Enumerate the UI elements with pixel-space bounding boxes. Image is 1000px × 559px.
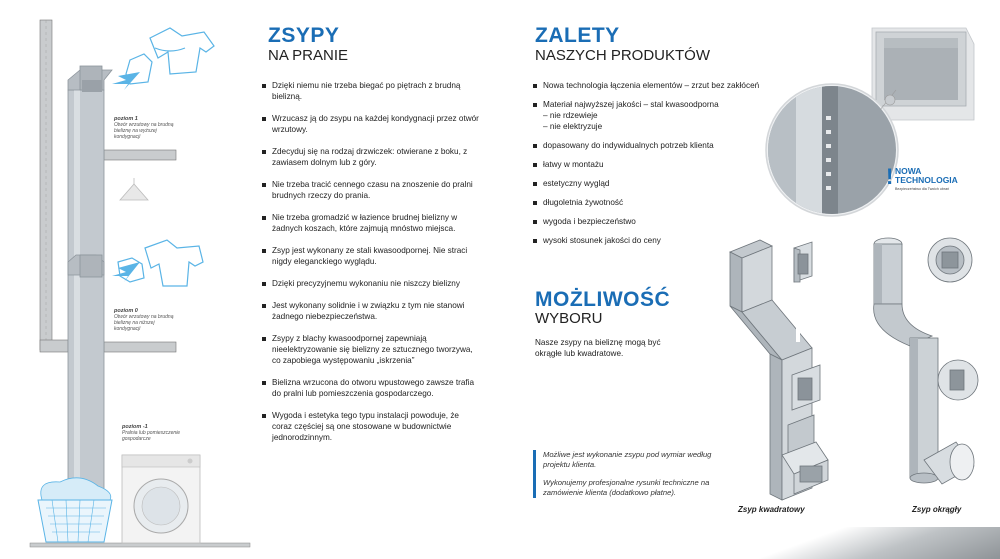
badge-line1: NOWA xyxy=(895,166,922,176)
level-1-name: poziom 1 xyxy=(114,116,138,122)
advantages-list xyxy=(533,80,773,246)
chute-pipe xyxy=(68,90,104,540)
floor-lower xyxy=(104,342,176,352)
level-minus1-label xyxy=(122,424,192,442)
square-chute-caption: Zsyp kwadratowy xyxy=(738,505,805,514)
list-item: Dzięki niemu nie trzeba biegać po piętrach z brudną bielizną. xyxy=(262,80,480,102)
choice-subtitle: WYBORU xyxy=(535,310,603,327)
list-item: długoletnia żywotność xyxy=(533,197,773,208)
list-item: Wrzucasz ją do zsypu na każdej kondygnacji przez otwór wrzutowy. xyxy=(262,113,480,135)
list-item: Dzięki precyzyjnemu wykonaniu nie niszczy bielizny xyxy=(262,278,480,289)
badge-line2: TECHNOLOGIA xyxy=(895,175,958,185)
level-1-desc: Otwór wrzutowy na brudną bieliznę na wyższej kondygnacji xyxy=(114,122,174,140)
list-item: Zdecyduj się na rodzaj drzwiczek: otwierane z boku, z zawiasem dolnym lub z góry. xyxy=(262,146,480,168)
throw-arrow-icon xyxy=(112,72,140,282)
list-item: wysoki stosunek jakości do ceny xyxy=(533,235,773,246)
badge-line3: Bezpieczeństwo dla Twoich ubrań xyxy=(895,187,950,191)
list-item: Nie trzeba gromadzić w łazience brudnej bielizny w żadnych koszach, które zajmują mnóstwo miejsca. xyxy=(262,212,480,234)
list-item: Materiał najwyższej jakości – stal kwasoodporna xyxy=(533,99,773,110)
level-minus1-name: poziom -1 xyxy=(122,424,148,430)
square-chute-drawing xyxy=(712,230,832,510)
list-item: Zsypy z blachy kwasoodpornej zapewniają nieelektryzowanie się bielizny ze sztucznego tworzywa, co zapobiega występowaniu „iskrzenia” xyxy=(262,333,480,366)
advantages-subtitle: NASZYCH PRODUKTÓW xyxy=(535,47,711,64)
note-2: Wykonujemy profesjonalne rysunki techniczne na zamówienie klienta (dodatkowo płatne). xyxy=(543,478,710,497)
ground-floor xyxy=(30,543,250,547)
list-item: wygoda i bezpieczeństwo xyxy=(533,216,773,227)
list-item: Nie trzeba tracić cennego czasu na znoszenie do pralni brudnych rzeczy do prania. xyxy=(262,179,480,201)
bottom-decoration xyxy=(740,527,1000,559)
chutes-list xyxy=(262,80,480,443)
level-minus1-desc: Pralnia lub pomieszczenie gospodarcze xyxy=(122,430,181,442)
round-chute-caption: Zsyp okrągły xyxy=(912,505,962,514)
list-item: dopasowany do indywidualnych potrzeb klienta xyxy=(533,140,773,151)
list-item: Bielizna wrzucona do otworu wpustowego zawsze trafia do pralni lub pomieszczenia gospodarczego. xyxy=(262,377,480,399)
choice-title: MOŻLIWOŚĆ xyxy=(535,288,671,311)
level-0-desc: Otwór wrzutowy na brudną bieliznę na niższej kondygnacji xyxy=(114,314,174,332)
level-0-name: poziom 0 xyxy=(114,308,138,314)
hanger-icon xyxy=(120,178,148,200)
choice-text: Nasze zsypy na bieliznę mogą być okrągłe lub kwadratowe. xyxy=(535,338,661,358)
exclamation-icon: ! xyxy=(886,164,894,189)
custom-order-note xyxy=(533,450,713,498)
level-1-label xyxy=(114,116,184,140)
list-item: Jest wykonany solidnie i w związku z tym nie stanowi żadnego niebezpieczeństwa. xyxy=(262,300,480,322)
list-subitem: – nie elektryzuje xyxy=(543,122,603,131)
list-item: łatwy w montażu xyxy=(533,159,773,170)
washing-machine-icon xyxy=(122,455,200,543)
note-1: Możliwe jest wykonanie zsypu pod wymiar według projektu klienta. xyxy=(543,450,712,469)
floor-upper xyxy=(104,150,176,160)
product-photo xyxy=(760,20,1000,220)
level-0-label xyxy=(114,308,178,332)
list-item: Wygoda i estetyka tego typu instalacji powoduje, że coraz częściej są one stosowane w budownictwie jednorodzinnym. xyxy=(262,410,480,443)
laundry-basket-icon xyxy=(38,478,112,542)
round-chute-drawing xyxy=(850,230,990,510)
installation-diagram xyxy=(0,0,260,559)
list-item: Zsyp jest wykonany ze stali kwasoodpornej. Nie straci nigdy eleganckiego wyglądu. xyxy=(262,245,480,267)
chutes-subtitle: NA PRANIE xyxy=(268,47,349,64)
list-subitem: – nie rdzewieje xyxy=(543,111,598,120)
list-item: estetyczny wygląd xyxy=(533,178,773,189)
list-item: Nowa technologia łączenia elementów – zrzut bez zakłóceń xyxy=(533,80,773,91)
advantages-title: ZALETY xyxy=(535,24,620,47)
chutes-title: ZSYPY xyxy=(268,24,340,47)
